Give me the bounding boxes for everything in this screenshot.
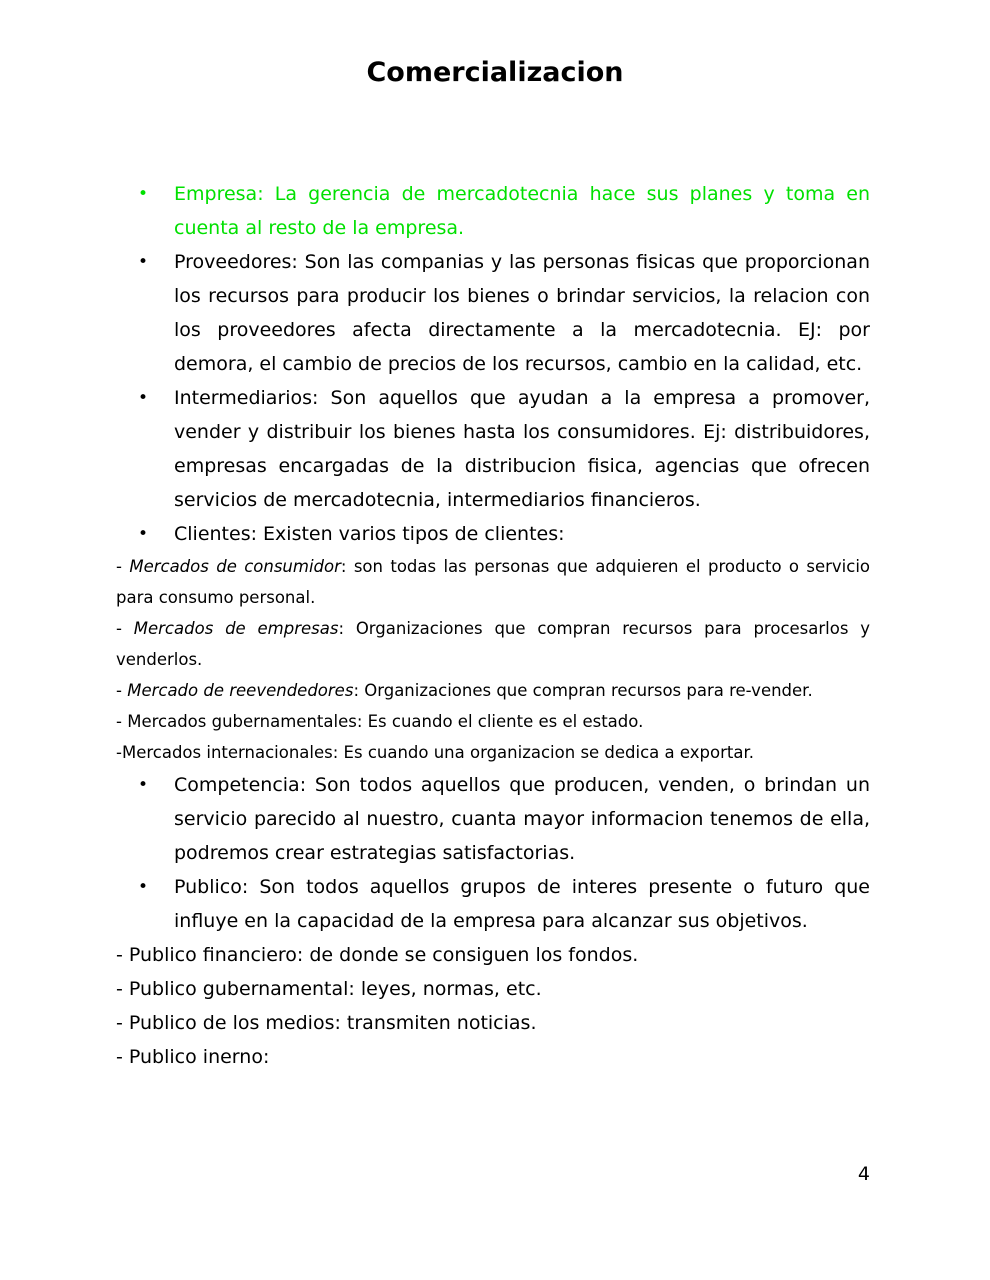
market-prefix: - [116, 619, 134, 638]
page-title: Comercializacion [366, 57, 624, 88]
market-description: Mercados gubernamentales: Es cuando el cliente es el estado. [127, 712, 644, 731]
bullet-publico [116, 870, 870, 938]
market-internacionales [116, 737, 870, 768]
bullet-dot-icon: • [138, 877, 149, 897]
market-prefix: - [116, 557, 130, 576]
market-prefix: - [116, 712, 128, 731]
bullet-clientes [116, 517, 870, 551]
bullet-empresa [116, 177, 870, 245]
bullet-text: Competencia: Son todos aquellos que producen, venden, o brindan un servicio parecido al nuestro, cuanta mayor informacion tenemos de ella, podremos crear estrategias satisfactorias. [174, 774, 870, 864]
market-description: : Organizaciones que compran recursos para procesarlos y venderlos. [116, 619, 871, 669]
market-gubernamentales [116, 706, 870, 737]
bullet-dot-icon: • [138, 388, 149, 408]
market-prefix: - [116, 681, 128, 700]
bullet-text: Clientes: Existen varios tipos de clientes: [174, 523, 565, 545]
bullet-text: Intermediarios: Son aquellos que ayudan a la empresa a promover, vender y distribuir los bienes hasta los consumidores. Ej: distribuidores, empresas encargadas de la distribucion fisica, agencias que ofrecen servicios de mercadotecnia, intermediarios financieros. [174, 387, 870, 511]
market-term: Mercados de consumidor [129, 557, 341, 576]
bullet-intermediarios [116, 381, 870, 517]
bullet-competencia [116, 768, 870, 870]
publico-gubernamental: - Publico gubernamental: leyes, normas, etc. [116, 978, 542, 1000]
publico-interno: - Publico inerno: [116, 1046, 270, 1068]
market-consumidor [116, 551, 870, 613]
market-term: Mercado de reevendedores [127, 681, 354, 700]
market-empresas [116, 613, 870, 675]
bullet-dot-icon: • [138, 184, 149, 204]
market-description: : Organizaciones que compran recursos para re-vender. [353, 681, 813, 700]
page-number: 4 [857, 1163, 870, 1185]
bullet-text: Publico: Son todos aquellos grupos de interes presente o futuro que influye en la capacidad de la empresa para alcanzar sus objetivos. [174, 876, 870, 932]
publico-medios: - Publico de los medios: transmiten noticias. [116, 1012, 537, 1034]
bullet-dot-icon: • [138, 252, 149, 272]
bullet-dot-icon: • [138, 524, 149, 544]
market-description: Mercados internacionales: Es cuando una organizacion se dedica a exportar. [121, 743, 754, 762]
bullet-text: Proveedores: Son las companias y las personas fisicas que proporcionan los recursos para producir los bienes o brindar servicios, la relacion con los proveedores afecta directamente a la mercadotecnia. EJ: por demora, el cambio de precios de los recursos, cambio en la calidad, etc. [174, 251, 870, 375]
market-prefix: - [116, 743, 122, 762]
market-term: Mercados de empresas [133, 619, 339, 638]
market-reevendedores [116, 675, 870, 706]
bullet-text: Empresa: La gerencia de mercadotecnia hace sus planes y toma en cuenta al resto de la empresa. [174, 183, 870, 239]
market-description: : son todas las personas que adquieren el producto o servicio para consumo personal. [116, 557, 870, 607]
bullet-dot-icon: • [138, 775, 149, 795]
bullet-proveedores [116, 245, 870, 381]
document-body [116, 177, 870, 1074]
publico-financiero: - Publico financiero: de donde se consiguen los fondos. [116, 944, 639, 966]
